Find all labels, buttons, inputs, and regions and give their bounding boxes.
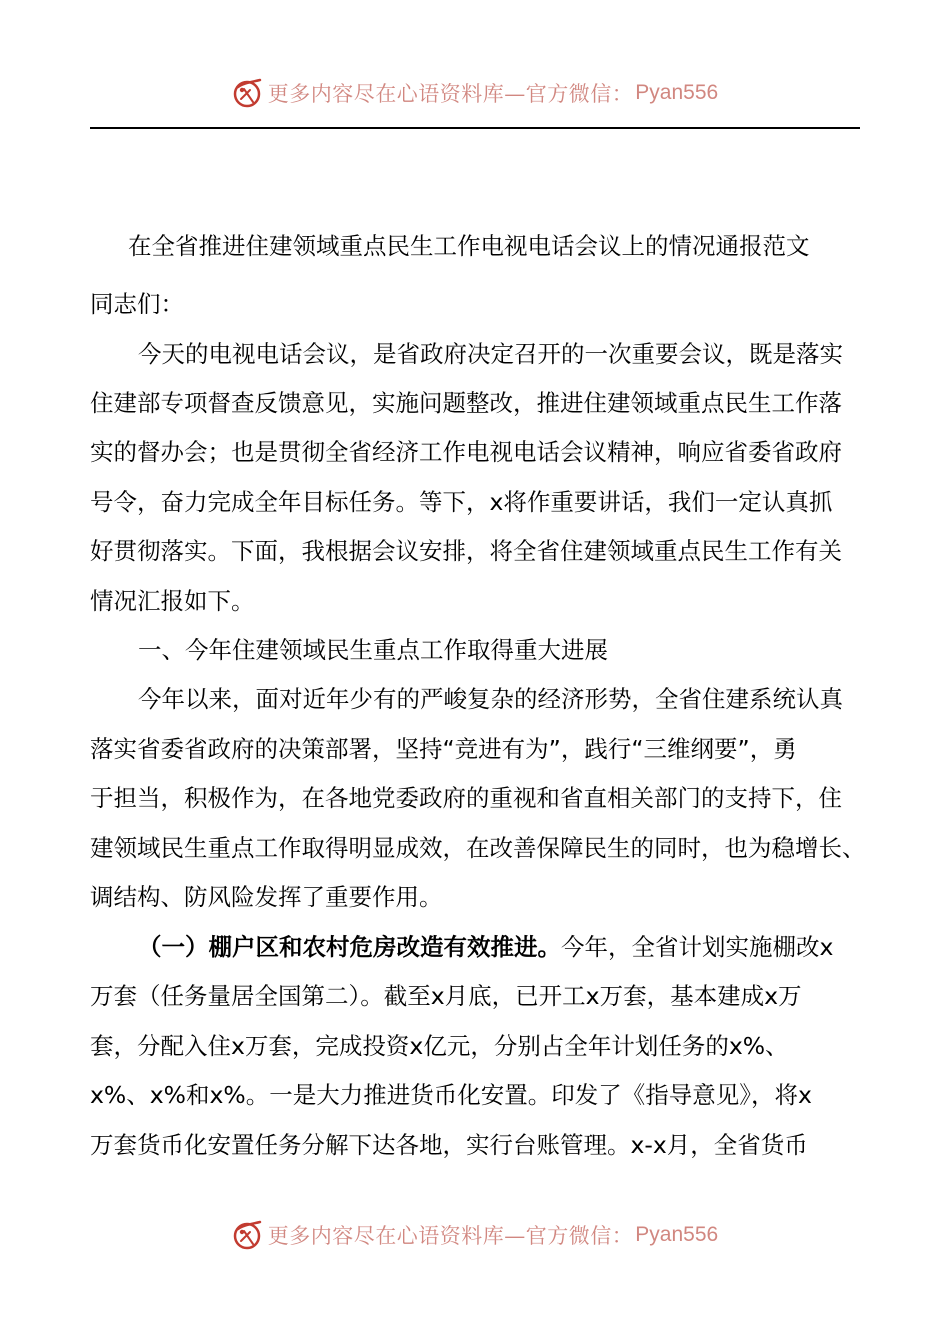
subsection-heading: （一）棚户区和农村危房改造有效推进。 <box>138 933 561 961</box>
body-line: 万套货币化安置任务分解下达各地，实行台账管理。x-x月，全省货币 <box>90 1131 808 1159</box>
section-heading: 一、今年住建领域民生重点工作取得重大进展 <box>138 636 608 664</box>
brand-logo-icon <box>232 1219 264 1251</box>
body-line: 万套（任务量居全国第二）。截至x月底，已开工x万套，基本建成x万 <box>90 982 802 1010</box>
body-line: 套，分配入住x万套，完成投资x亿元，分别占全年计划任务的x%、 <box>90 1032 789 1060</box>
body-line: 情况汇报如下。 <box>90 587 255 615</box>
body-line: 调结构、防风险发挥了重要作用。 <box>90 883 443 911</box>
subsection-text: 今年，全省计划实施棚改x <box>561 933 834 961</box>
body-line: 好贯彻落实。下面，我根据会议安排，将全省住建领域重点民生工作有关 <box>90 537 842 565</box>
body-line: 今年以来，面对近年少有的严峻复杂的经济形势，全省住建系统认真 <box>138 685 843 713</box>
body-line: 实的督办会；也是贯彻全省经济工作电视电话会议精神，响应省委省政府 <box>90 438 842 466</box>
body-line: 今天的电视电话会议，是省政府决定召开的一次重要会议，既是落实 <box>138 340 843 368</box>
header-divider <box>90 127 860 129</box>
body-line: 号令，奋力完成全年目标任务。等下，x将作重要讲话，我们一定认真抓 <box>90 488 833 516</box>
brand-logo-icon <box>232 77 264 109</box>
banner-wechat-id: Pyan556 <box>635 1223 719 1246</box>
banner-text: 更多内容尽在心语资料库—官方微信： <box>267 82 634 106</box>
body-line: x%、x%和x%。一是大力推进货币化安置。印发了《指导意见》，将x <box>90 1081 812 1109</box>
body-line: 于担当，积极作为，在各地党委政府的重视和省直相关部门的支持下，住 <box>90 784 842 812</box>
salutation: 同志们： <box>90 290 184 318</box>
document-title: 在全省推进住建领域重点民生工作电视电话会议上的情况通报范文 <box>128 232 810 260</box>
body-line: 住建部专项督查反馈意见，实施问题整改，推进住建领域重点民生工作落 <box>90 389 842 417</box>
header-watermark <box>0 68 950 118</box>
banner-wechat-id: Pyan556 <box>635 81 719 104</box>
footer-watermark <box>0 1210 950 1260</box>
body-line: 建领域民生重点工作取得明显成效，在改善保障民生的同时，也为稳增长、 <box>90 834 866 862</box>
subsection-line <box>138 929 833 965</box>
body-line: 落实省委省政府的决策部署，坚持“竞进有为”，践行“三维纲要”，勇 <box>90 735 797 763</box>
banner-text: 更多内容尽在心语资料库—官方微信： <box>267 1224 634 1248</box>
